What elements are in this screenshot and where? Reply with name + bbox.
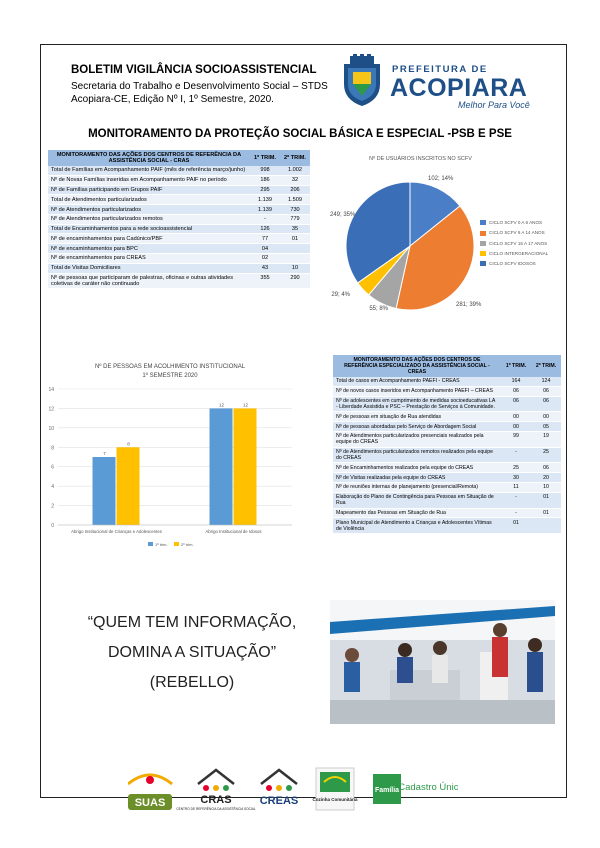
cras-row-value-2: 35 <box>280 224 310 234</box>
cras-row-value-2: 779 <box>280 214 310 224</box>
cras-row-value-1: 295 <box>250 185 280 195</box>
pie-legend-label: CICLO SCFV 15 A 17 ANOS <box>489 240 548 246</box>
bulletin-header <box>71 64 341 106</box>
pie-legend-label: CICLO SCFV 6 A 14 ANOS <box>489 230 545 236</box>
prefeitura-logo <box>340 52 530 110</box>
creas-row-label: Nº de Atendimentos particularizados remotos realizados pela equipe do CREAS <box>333 447 501 463</box>
cras-row <box>48 244 310 254</box>
cras-row <box>48 175 310 185</box>
creas-row-label: Mapeamento das Pessoas em Situação de Rua <box>333 508 501 518</box>
bar-legend-swatch <box>174 542 179 546</box>
y-tick-label: 10 <box>48 425 54 432</box>
cras-row-value-1: 04 <box>250 244 280 254</box>
pie-slice-label: 55; 8% <box>369 306 388 312</box>
creas-table <box>333 355 561 534</box>
pie-slice-label: 281; 39% <box>456 302 482 308</box>
suas-logo-text: SUAS <box>134 797 166 809</box>
creas-row-label: Plano Municipal de Atendimento a Crianças e Adolescentes Vítimas de Violência <box>333 518 501 534</box>
cras-row-value-1: 355 <box>250 273 280 289</box>
cras-row-value-1: 02 <box>250 254 280 264</box>
partner-logos-strip <box>128 766 458 812</box>
pie-legend-item <box>480 251 548 256</box>
section-title: MONITORAMENTO DA PROTEÇÃO SOCIAL BÁSICA E ESPECIAL -PSB E PSE <box>88 128 512 140</box>
cras-row-value-2: 290 <box>280 273 310 289</box>
pie-legend <box>480 220 548 271</box>
logo-prefeitura-text: PREFEITURA DE <box>392 64 488 75</box>
cras-row-value-1: 998 <box>250 166 280 175</box>
creas-table-header: MONITORAMENTO DAS AÇÕES DOS CENTROS DE REFERÊNCIA ESPECIALIZADO DA ASSISTÊNCIA SOCIAL - CREAS <box>333 355 501 377</box>
cras-row-value-1: 77 <box>250 234 280 244</box>
bar-title: Nº DE PESSOAS EM ACOLHIMENTO INSTITUCIONAL <box>94 364 246 370</box>
cras-row-value-2: 01 <box>280 234 310 244</box>
cras-row-value-2: 730 <box>280 205 310 215</box>
cras-row-value-2 <box>280 244 310 254</box>
creas-col-1: 1º TRIM. <box>501 355 531 377</box>
creas-row-value-1: 25 <box>501 463 531 473</box>
creas-table-body <box>333 377 561 534</box>
legend-swatch <box>480 241 486 246</box>
creas-row-label: Nº de Visitas realizadas pela equipe do CREAS <box>333 473 501 483</box>
bar-value-label: 7 <box>103 451 106 456</box>
cras-row-value-1: 43 <box>250 263 280 273</box>
suas-logo <box>128 775 172 810</box>
cras-row-label: Total de Atendimentos particularizados <box>48 195 250 205</box>
team-photo <box>330 600 555 724</box>
cras-logo-subtext: CENTRO DE REFERÊNCIA DA ASSISTÊNCIA SOCIAL <box>176 807 256 811</box>
creas-row-label: Nº de pessoas abordadas pelo Serviço de Abordagem Social <box>333 422 501 432</box>
logo-city-name: ACOPIARA <box>390 74 528 102</box>
bar-legend-label: 2º trim. <box>181 542 194 547</box>
creas-row-label: Nº de adolescentes em cumprimento de medidas socioeducativas LA - Liberdade Assistida e PSC – Prestação de Serviços à Comunidade. <box>333 396 501 412</box>
cras-row <box>48 254 310 264</box>
creas-logo <box>260 770 299 807</box>
cras-row-label: Nº de pessoas que participaram de palestras, oficinas e outras atividades coletivas de caráter não continuado <box>48 273 250 289</box>
familia-cadastro-logo <box>373 774 458 804</box>
familia-logo-text: Família <box>374 787 400 794</box>
creas-row-value-1: 01 <box>501 518 531 534</box>
cras-row <box>48 263 310 273</box>
scfv-pie-chart <box>328 150 560 320</box>
cras-row-label: Nº de Atendimentos particularizados <box>48 205 250 215</box>
creas-row-value-1: - <box>501 447 531 463</box>
cras-row-label: Nº de encaminhamentos para BPC <box>48 244 250 254</box>
cras-table <box>48 150 310 289</box>
cras-row-label: Nº de encaminhamentos para CREAS <box>48 254 250 264</box>
creas-row-value-1: 06 <box>501 386 531 396</box>
cras-col-1: 1º TRIM. <box>250 150 280 166</box>
creas-row-value-2: 00 <box>531 412 561 422</box>
pie-title: Nº DE USUÁRIOS INSCRITOS NO SCFV <box>369 156 472 162</box>
legend-swatch <box>480 251 486 256</box>
creas-row <box>333 431 561 447</box>
cras-logo <box>176 770 256 811</box>
pie-legend-label: CICLO SCFV 0 A 6 ANOS <box>489 220 543 225</box>
x-category-label: Abrigo Institucional de Crianças e Adolescentes <box>71 529 162 534</box>
y-tick-label: 12 <box>48 406 54 413</box>
cras-col-2: 2º TRIM. <box>280 150 310 166</box>
bar-value-label: 8 <box>127 441 130 447</box>
creas-row <box>333 483 561 493</box>
cras-row-value-2: 206 <box>280 185 310 195</box>
bar <box>93 457 116 525</box>
creas-row <box>333 473 561 483</box>
bar <box>234 408 257 525</box>
bar <box>117 447 140 525</box>
pie-slice-label: 102; 14% <box>428 176 454 182</box>
y-tick-label: 4 <box>51 484 54 491</box>
creas-row-label: Nº de reuniões internas de planejamento (presencial/Remota) <box>333 483 501 493</box>
cras-row <box>48 273 310 289</box>
x-category-label: Abrigo Institucional de Idosos <box>205 529 262 534</box>
quote-author: (REBELLO) <box>149 674 235 691</box>
creas-row-value-1: - <box>501 492 531 508</box>
pie-legend-item <box>480 241 548 246</box>
cras-row-label: Total de Famílias em Acompanhamento PAIF (mês de referência março/junho) <box>48 166 250 175</box>
creas-row-value-1: 11 <box>501 483 531 493</box>
bar-svg <box>40 355 300 555</box>
cras-row <box>48 224 310 234</box>
logo-slogan: Melhor Para Você <box>458 100 530 110</box>
creas-row-value-2: 06 <box>531 463 561 473</box>
bulletin-title: BOLETIM VIGILÂNCIA SOCIOASSISTENCIAL <box>71 64 317 76</box>
pie-legend-item <box>480 220 548 225</box>
creas-row <box>333 508 561 518</box>
cras-table-body <box>48 166 310 289</box>
cras-logo-text: CRAS <box>200 794 232 806</box>
cras-row-value-1: 1.139 <box>250 205 280 215</box>
creas-row-value-1: 00 <box>501 422 531 432</box>
bar-legend-swatch <box>148 542 153 546</box>
cras-row-value-1: 186 <box>250 175 280 185</box>
cras-row-value-1: - <box>250 214 280 224</box>
creas-row-label: Nº de pessoas em situação de Rua atendidas <box>333 412 501 422</box>
cras-row-value-2: 10 <box>280 263 310 273</box>
creas-row <box>333 447 561 463</box>
creas-row <box>333 492 561 508</box>
legend-swatch <box>480 220 486 225</box>
bar-legend-label: 1º trim. <box>155 542 168 547</box>
creas-row-value-2: 06 <box>531 386 561 396</box>
creas-row <box>333 518 561 534</box>
creas-row-value-1: 00 <box>501 412 531 422</box>
cras-row-value-2: 1.509 <box>280 195 310 205</box>
creas-row-value-1: 30 <box>501 473 531 483</box>
bulletin-secretariat: Secretaria do Trabalho e Desenvolvimento Social – STDS <box>71 81 328 92</box>
creas-row <box>333 396 561 412</box>
creas-row-value-2: 25 <box>531 447 561 463</box>
footer-logos <box>128 766 458 812</box>
creas-row-value-2: 06 <box>531 396 561 412</box>
creas-row-label: Total de casos em Acompanhamento PAEFI - CREAS <box>333 377 501 386</box>
creas-logo-text: CREAS <box>259 795 299 807</box>
cras-row <box>48 205 310 215</box>
acolhimento-bar-chart <box>40 355 300 555</box>
y-tick-label: 0 <box>51 523 54 529</box>
creas-col-2: 2º TRIM. <box>531 355 561 377</box>
city-crest-icon <box>340 54 384 108</box>
pie-slice-label: 29; 4% <box>331 292 350 298</box>
cras-row <box>48 214 310 224</box>
creas-row-value-2: 10 <box>531 483 561 493</box>
cras-row-label: Nº de encaminhamentos para Cadúnico/PBF <box>48 234 250 244</box>
y-tick-label: 6 <box>51 464 54 471</box>
creas-row-value-2 <box>531 518 561 534</box>
y-tick-label: 2 <box>51 503 54 510</box>
cozinha-comunitaria-logo <box>312 768 357 810</box>
legend-swatch <box>480 261 486 266</box>
creas-row <box>333 412 561 422</box>
quote-block <box>62 608 322 698</box>
creas-row-value-2: 01 <box>531 492 561 508</box>
quote-line-1: “QUEM TEM INFORMAÇÃO, <box>87 614 297 631</box>
pie-legend-label: CICLO SCFV IDOSOS <box>489 261 536 267</box>
creas-row-label: Nº de Atendimentos particularizados presenciais realizados pela equipe do CREAS <box>333 431 501 447</box>
creas-row <box>333 463 561 473</box>
cras-row <box>48 195 310 205</box>
creas-row <box>333 377 561 386</box>
cras-row <box>48 166 310 175</box>
creas-row-label: Nº de Encaminhamentos realizados pela equipe do CREAS <box>333 463 501 473</box>
legend-swatch <box>480 231 486 236</box>
creas-row-value-2: 19 <box>531 431 561 447</box>
cras-row-value-2: 1.002 <box>280 166 310 175</box>
bar-value-label: 12 <box>218 402 225 408</box>
bar-value-label: 12 <box>242 402 249 408</box>
creas-row <box>333 422 561 432</box>
creas-row-label: Nº de novos casos inseridos em Acompanhamento PAEFI – CREAS <box>333 386 501 396</box>
pie-legend-label: CICLO INTERGERACIONAL <box>489 250 549 256</box>
creas-row-value-1: 164 <box>501 377 531 386</box>
pie-slice-label: 249; 35% <box>330 212 356 218</box>
creas-row-value-2: 124 <box>531 377 561 386</box>
creas-row-value-1: 99 <box>501 431 531 447</box>
creas-row <box>333 386 561 396</box>
y-tick-label: 14 <box>48 387 54 393</box>
cras-row <box>48 185 310 195</box>
quote-line-2: DOMINA A SITUAÇÃO” <box>107 644 277 661</box>
creas-row-value-1: - <box>501 508 531 518</box>
cras-row <box>48 234 310 244</box>
bar-subtitle: 1º SEMESTRE 2020 <box>142 373 198 379</box>
cras-row-label: Total de Encaminhamentos para a rede socioassistencial <box>48 224 250 234</box>
creas-row-label: Elaboração do Plano de Contingência para Pessoas em Situação de Rua <box>333 492 501 508</box>
pie-legend-item <box>480 261 548 266</box>
pie-legend-item <box>480 230 548 235</box>
cras-row-value-1: 126 <box>250 224 280 234</box>
creas-row-value-2: 01 <box>531 508 561 518</box>
cras-row-label: Nº de Novas Famílias inseridas em Acompanhamento PAIF no período <box>48 175 250 185</box>
creas-row-value-2: 05 <box>531 422 561 432</box>
creas-row-value-2: 20 <box>531 473 561 483</box>
bulletin-edition: Acopiara-CE, Edição Nº I, 1º Semestre, 2020. <box>71 94 274 105</box>
cras-row-value-1: 1.139 <box>250 195 280 205</box>
cras-row-label: Nº de Atendimentos particularizados remotos <box>48 214 250 224</box>
cras-row-label: Nº de Famílias participando em Grupos PAIF <box>48 185 250 195</box>
cadastro-logo-text: Cadastro Único <box>398 782 458 793</box>
creas-row-value-1: 06 <box>501 396 531 412</box>
cozinha-logo-text: Cozinha Comunitária <box>312 797 358 802</box>
bar <box>210 408 233 525</box>
cras-row-label: Total de Visitas Domiciliares <box>48 263 250 273</box>
y-tick-label: 8 <box>51 445 54 452</box>
cras-table-header: MONITORAMENTO DAS AÇÕES DOS CENTROS DE REFERÊNCIA DA ASSISTÊNCIA SOCIAL - CRAS <box>48 150 250 166</box>
cras-row-value-2 <box>280 254 310 264</box>
cras-row-value-2: 32 <box>280 175 310 185</box>
